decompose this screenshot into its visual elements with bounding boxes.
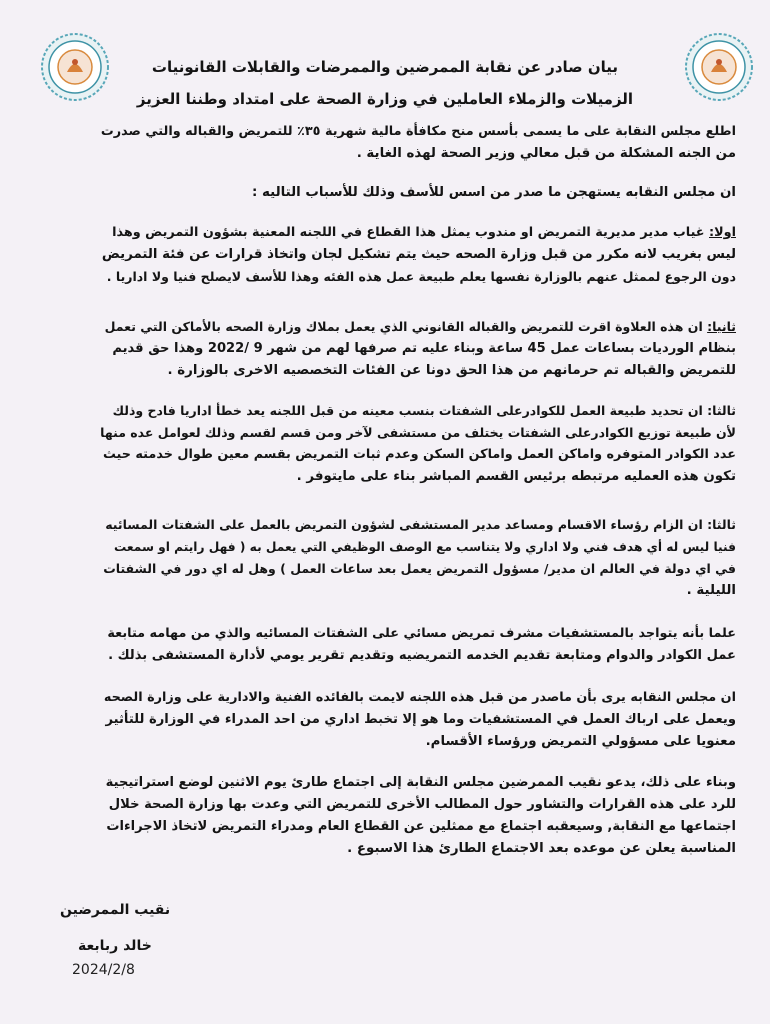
council-line: ان مجلس النقابه يرى بأن ماصدر من قبل هذه اللجنه لايمت بالفائده الفنية والادارية على وزارة الصحه — [103, 690, 736, 705]
point-line: ان هذه العلاوة اقرت للتمريض والقباله القانوني الذي يعمل بملاك وزارة الصحه بالأماكن التي تعمل — [104, 319, 708, 334]
reasons-intro — [100, 182, 736, 204]
intro-line: اطلع مجلس النقابة على ما يسمى بأسس منح مكافأة مالية شهرية ٣٥٪ للتمريض والقباله والتي صدرت — [100, 124, 736, 139]
point-line: غياب مدير مديرية التمريض او مندوب يمثل هذا القطاع في اللجنه المعنية بشؤون التمريض وهذا — [112, 225, 709, 240]
point-line: لأن طبيعة توزيع الكوادرعلى الشفتات يختلف من مستشفى لآخر ومن قسم لقسم وذلك لعوامل عده منها — [100, 425, 736, 440]
point-line: في اي دولة في العالم ان مدير/ مسؤول التمريض يعمل بعد ساعات العمل ) وهل له اي دور في الشفتات — [103, 561, 736, 576]
point-line: بنظام الورديات بساعات عمل 45 ساعة وبناء عليه تم صرفها لهم من شهر 9 /2022 وهذا حق قديم — [112, 341, 736, 356]
reasons-intro-line: ان مجلس النقابه يستهجن ما صدر من اسس للأسف وذلك للأسباب التاليه : — [252, 185, 736, 200]
signature-title: نقيب الممرضين — [60, 902, 171, 918]
statement-subtitle: الزميلات والزملاء العاملين في وزارة الصحة على امتداد وطننا العزيز — [136, 90, 634, 108]
council-view — [100, 687, 736, 753]
conclusion-line: اجتماعها مع النقابة, وسيعقبه اجتماع مع ممثلين عن القطاع العام ومدراء التمريض لاتخاذ الاجراءات — [106, 819, 736, 834]
intro-paragraph — [100, 121, 736, 165]
note-line: عمل الكوادر والدوام ومتابعة تقديم الخدمه التمريضيه وتقديم تقرير يومي لأدارة المستشفى بذلك . — [108, 648, 736, 663]
conclusion — [100, 772, 736, 860]
point-line: دون الرجوع لممثل عنهم بالوزارة نفسها يعلم طبيعة عمل هذه الفئه وهذا للأسف لايصلح فنيا ولا اداريا . — [106, 269, 736, 284]
conclusion-line: وبناء على ذلك، يدعو نقيب الممرضين مجلس النقابة إلى اجتماع طارئ يوم الاثنين لوضع استراتيجية — [105, 775, 736, 790]
council-line: ويعمل على ارباك العمل في المستشفيات وما هو إلا تخبط اداري من احد المدراء في الوزارة للتأثير — [105, 712, 736, 727]
union-logo-left — [40, 32, 110, 102]
point-line: فنيا ليس له أي هدف فني ولا اداري ولا يتناسب مع الوصف الوظيفي التي يعمل به ( فهل رايتم او سمعت — [114, 540, 736, 554]
council-line: معنويا على مسؤولي التمريض ورؤساء الأقسام. — [425, 734, 736, 749]
point-third — [100, 400, 736, 488]
point-line: تكون هذه العمليه مرتبطه برئيس القسم المباشر بناء على مايتوفر . — [296, 469, 736, 484]
intro-line: من الجنه المشكلة من قبل معالي وزير الصحة لهذه الغاية . — [356, 146, 736, 161]
signature-name: خالد ربابعة — [78, 938, 152, 954]
point-label: ثانيا: — [707, 319, 736, 334]
point-line: ليس بغريب لانه مكرر من قبل وزارة الصحه حيث يتم تشكيل لجان واتخاذ قرارات عن فئة التمريض — [101, 247, 736, 262]
conclusion-line: للرد على هذه القرارات والتشاور حول المطالب الأخرى للتمريض التي وعدت بها وزارة الصحة خلال — [108, 797, 736, 812]
union-logo-right — [684, 32, 754, 102]
note-line: علما بأنه يتواجد بالمستشفيات مشرف تمريض مسائي على الشفتات المسائيه والذي من مهامه متابعة — [107, 626, 736, 641]
point-line: للتمريض والقباله تم حرمانهم من هذا الحق دونا عن الفئات التخصصيه الاخرى بالوزارة . — [167, 363, 736, 378]
point-fourth — [100, 514, 736, 602]
supervisor-note — [100, 623, 736, 667]
conclusion-line: المناسبة يعلن عن موعده بعد الاجتماع الطارئ هذا الاسبوع . — [347, 841, 736, 856]
point-second — [100, 316, 736, 382]
statement-title: بيان صادر عن نقابة الممرضين والممرضات والقابلات القانونيات — [151, 58, 619, 76]
point-line: ثالثا: ان تحديد طبيعة العمل للكوادرعلى الشفتات بنسب معينه من قبل اللجنه يعد خطأ اداريا فادح وذلك — [112, 403, 736, 418]
point-first — [100, 222, 736, 288]
signature-date: 2024/2/8 — [72, 962, 135, 978]
point-label: اولا: — [709, 225, 736, 240]
point-line: عدد الكوادر المتوفره واماكن العمل واماكن السكن وعدم ثبات التمريض بقسم معين طوال خدمته حيث — [102, 447, 736, 462]
point-line: الليلية . — [686, 583, 736, 598]
point-line: ثالثا: ان الزام رؤساء الاقسام ومساعد مدير المستشفى لشؤون التمريض بالعمل على الشفتات المسائيه — [105, 517, 736, 532]
